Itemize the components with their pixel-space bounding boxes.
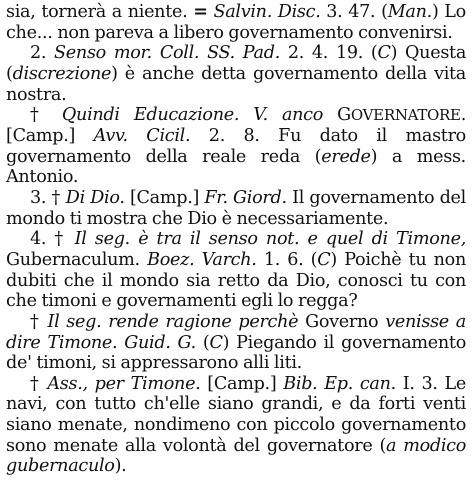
entry-educazione: † Quindi Educazione. V. anco GOVERNATORE. [Camp.] Avv. Cicil. 2. 8. Fu dato il mastro governamento della reale reda (erede) a mess. Antonio. <box>6 105 466 188</box>
entry-continuation: sia, tornerà a niente. = Salvin. Disc. 3. 47. (Man.) Lo che... non pareva a libero governamento convenirsi. <box>6 1 466 43</box>
entry-sense-3: 3. † Di Dio. [Camp.] Fr. Giord. Il governamento del mondo ti mostra che Dio è necessariamente. <box>6 187 466 229</box>
entry-ass-timone: † Ass., per Timone. [Camp.] Bib. Ep. can. I. 3. Le navi, con tutto ch'elle siano grandi, e da forti venti siano menate, nondimeno con piccolo governamento sono menate alla volontà del governatore (a modico gubernaculo). <box>6 373 467 477</box>
entry-timone: † Il seg. rende ragione perchè Governo venisse a dire Timone. Guid. G. (C) Piegando il governamento de' timoni, si appressarono alli liti. <box>6 311 466 374</box>
entry-sense-4: 4. † Il seg. è tra il senso not. e quel di Timone, Gubernaculum. Boez. Varch. 1. 6. (C) Poichè tu non dubiti che il mondo sia retto da Dio, conosci tu con che timoni e governamenti egli lo regga? <box>6 229 466 312</box>
entry-sense-2: 2. Senso mor. Coll. SS. Pad. 2. 4. 19. (C) Questa (discrezione) è anche detta governamento della vita nostra. <box>6 43 467 105</box>
